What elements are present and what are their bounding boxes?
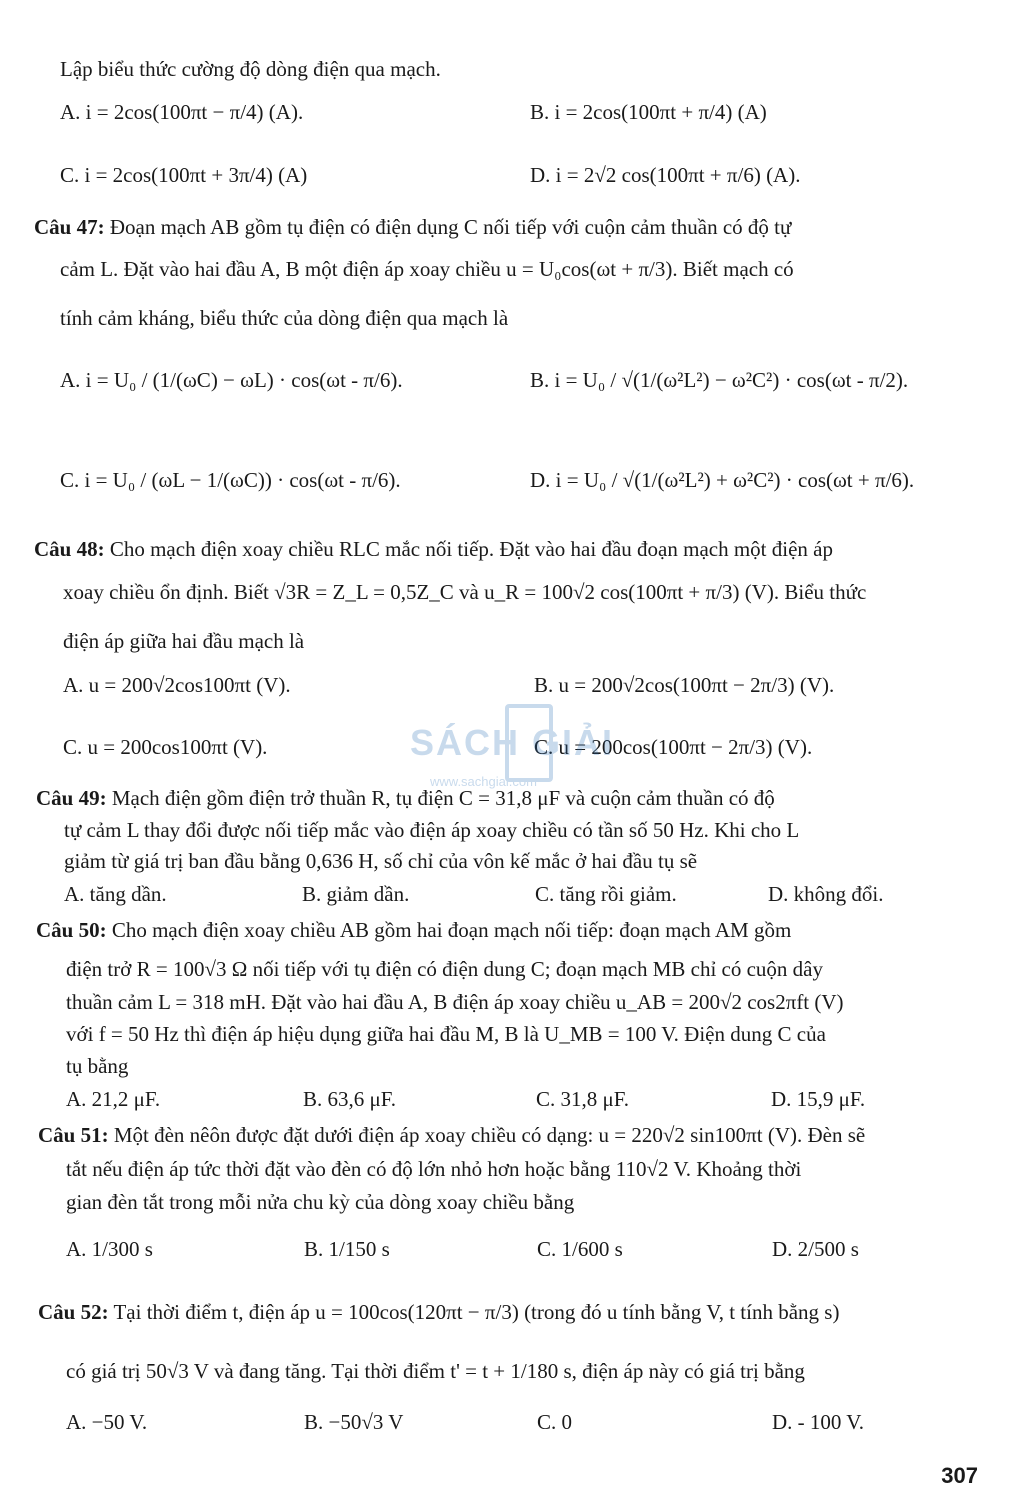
q49-line2: tự cảm L thay đổi được nối tiếp mắc vào điện áp xoay chiều có tần số 50 Hz. Khi cho L [64,818,800,842]
q50-label: Câu 50: [36,918,107,942]
q47-line1: Đoạn mạch AB gồm tụ điện có điện dụng C nối tiếp với cuộn cảm thuần có độ tự [109,215,792,239]
q48-option-a: A. u = 200√2cos100πt (V). [63,673,291,697]
q48-line3: điện áp giữa hai đầu mạch là [63,629,305,653]
watermark-url: www.sachgiai.com [430,774,537,789]
page-number: 307 [941,1463,978,1488]
q52-option-a: A. −50 V. [66,1410,148,1434]
q52-line2: có giá trị 50√3 V và đang tăng. Tại thời điểm t' = t + 1/180 s, điện áp này có giá trị bằng [66,1359,805,1383]
q52-option-c: C. 0 [537,1410,573,1434]
q49-label: Câu 49: [36,786,107,810]
q50-line5: tụ bằng [66,1054,129,1078]
q46-option-c: C. i = 2cos(100πt + 3π/4) (A) [60,163,308,187]
q52-option-d: D. - 100 V. [772,1410,864,1434]
q51-option-c: C. 1/600 s [537,1237,623,1261]
q50-line3: thuần cảm L = 318 mH. Đặt vào hai đầu A, B điện áp xoay chiều u_AB = 200√2 cos2πft (V) [66,990,844,1014]
q49-option-a: A. tăng dần. [64,882,167,906]
q48-option-c: C. u = 200cos100πt (V). [63,735,268,759]
q48-line1: Cho mạch điện xoay chiều RLC mắc nối tiếp. Đặt vào hai đầu đoạn mạch một điện áp [109,537,833,561]
q51-option-a: A. 1/300 s [66,1237,153,1261]
q47-option-a: A. i = U₀ / (1/(ωC) − ωL) · cos(ωt - π/6). [60,368,403,392]
q48-line2: xoay chiều ổn định. Biết √3R = Z_L = 0,5Z_C và u_R = 100√2 cos(100πt + π/3) (V). Biểu thức [63,580,867,604]
q52-label: Câu 52: [38,1300,109,1324]
q50-option-b: B. 63,6 μF. [303,1087,397,1111]
q49-line3: giảm từ giá trị ban đầu bằng 0,636 H, số chỉ của vôn kế mắc ở hai đầu tụ sẽ [64,849,698,873]
q50-line2: điện trở R = 100√3 Ω nối tiếp với tụ điện có điện dung C; đoạn mạch MB chỉ có cuộn dây [66,957,823,981]
question-51 [38,1123,865,1147]
q47-option-b: B. i = U₀ / √(1/(ω²L²) − ω²C²) · cos(ωt - π/2). [530,368,909,392]
watermark-brand: SÁCH GIẢI [410,722,615,763]
q48-option-d: C. u = 200cos(100πt − 2π/3) (V). [534,735,813,759]
q46-option-d: D. i = 2√2 cos(100πt + π/6) (A). [530,163,801,187]
q46-option-a: A. i = 2cos(100πt − π/4) (A). [60,100,304,124]
q47-option-d: D. i = U₀ / √(1/(ω²L²) + ω²C²) · cos(ωt + π/6). [530,468,915,492]
q46-option-b: B. i = 2cos(100πt + π/4) (A) [530,100,767,124]
q47-line3: tính cảm kháng, biểu thức của dòng điện qua mạch là [60,306,509,330]
q51-line2: tắt nếu điện áp tức thời đặt vào đèn có độ lớn nhỏ hơn hoặc bằng 110√2 V. Khoảng thời [66,1157,802,1181]
q47-option-c: C. i = U₀ / (ωL − 1/(ωC)) · cos(ωt - π/6). [60,468,401,492]
q50-line4: với f = 50 Hz thì điện áp hiệu dụng giữa hai đầu M, B là U_MB = 100 V. Điện dung C của [66,1022,826,1046]
q48-label: Câu 48: [34,537,105,561]
q51-line3: gian đèn tắt trong mỗi nửa chu kỳ của dòng xoay chiều bằng [66,1190,575,1214]
q47-line2: cảm L. Đặt vào hai đầu A, B một điện áp xoay chiều u = U₀cos(ωt + π/3). Biết mạch có [60,257,794,281]
intro-text: Lập biểu thức cường độ dòng điện qua mạch. [60,57,441,81]
q49-option-d: D. không đổi. [768,882,884,906]
q50-line1: Cho mạch điện xoay chiều AB gồm hai đoạn mạch nối tiếp: đoạn mạch AM gồm [111,918,792,942]
q50-option-c: C. 31,8 μF. [536,1087,630,1111]
q51-label: Câu 51: [38,1123,109,1147]
question-47 [34,215,791,239]
q49-option-b: B. giảm dần. [302,882,410,906]
q47-label: Câu 47: [34,215,105,239]
q51-option-b: B. 1/150 s [304,1237,390,1261]
q51-line1: Một đèn nêôn được đặt dưới điện áp xoay chiều có dạng: u = 220√2 sin100πt (V). Đèn sẽ [113,1123,866,1147]
q50-option-d: D. 15,9 μF. [771,1087,866,1111]
question-50 [36,918,791,942]
q48-option-b: B. u = 200√2cos(100πt − 2π/3) (V). [534,673,835,697]
question-48 [34,537,833,561]
question-49 [36,786,775,810]
q52-option-b: B. −50√3 V [304,1410,404,1434]
question-52 [38,1300,839,1324]
q51-option-d: D. 2/500 s [772,1237,859,1261]
q50-option-a: A. 21,2 μF. [66,1087,161,1111]
q52-line1: Tại thời điểm t, điện áp u = 100cos(120πt − π/3) (trong đó u tính bằng V, t tính bằng s) [113,1300,840,1324]
q49-option-c: C. tăng rồi giảm. [535,882,677,906]
q49-line1: Mạch điện gồm điện trở thuần R, tụ điện C = 31,8 μF và cuộn cảm thuần có độ [111,786,775,810]
